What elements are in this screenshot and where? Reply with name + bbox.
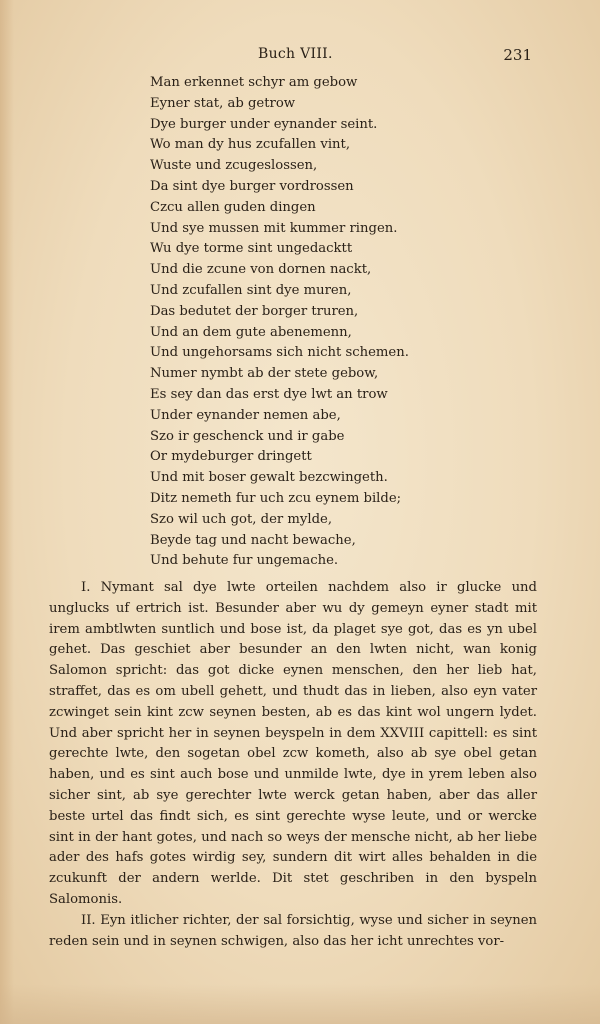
verse-line: Wu dye torme sint ungedacktt [150,241,353,257]
page-header [0,46,600,66]
verse-line: Wo man dy hus zcufallen vint, [150,137,351,153]
verse-line: Numer nymbt ab der stete gebow, [150,366,379,382]
verse-line: Und mit boser gewalt bezcwingeth. [150,470,388,486]
page-bottom-shadow [0,984,600,1024]
verse-line: Under eynander nemen abe, [150,407,341,423]
verse-line: Eyner stat, ab getrow [150,95,296,111]
verse-line: Und sye mussen mit kummer ringen. [150,220,398,236]
verse-line: Und behute fur ungemache. [150,553,339,569]
verse-line: Man erkennet schyr am gebow [150,75,358,90]
verse-line: Dye burger under eynander seint. [150,116,378,132]
verse-line: Es sey dan das erst dye lwt an trow [150,386,388,402]
paragraph-i: I. Nymant sal dye lwte orteilen nachdem also ir glucke und unglucks uf ertrich ist. Besunder aber wu dy gemeyn eyner stadt mit irem ambtlwten suntlich und bose ist, da plaget sye got, das es yn ubel gehet. Das geschiet aber besunder an den lwten nicht, wan konig Salomon spricht: das got dicke eynen menschen, den her lieb hat, straffet, das es om ubell gehett, und thudt das in lieben, also eyn vater zcwinget sein kint zcw seynen besten, ab es das kint wol ungern lydet. Und aber spricht her in seynen beyspeln in dem XXVIII capittell: es sint gerechte lwte, den sogetan obel zcw kometh, also ab sye obel getan haben, und es sint auch bose und unmilde lwte, dye in yrem leben also sicher sint, ab sye gerechter lwte werck getan haben, aber das aller beste urtel das findt sich, es sint gerechte wyse leute, und or wercke sint in der hant gotes, und nach so weys der mensche nicht, ab her liebe ader des hafs gotes wirdig sey, sundern dit wirt alles behalden in die zcukunft der andern werlde. Dit stet geschriben in den byspeln Salomonis. [49,580,537,907]
verse-line: Da sint dye burger vordrossen [150,178,354,194]
verse-line: Szo ir geschenck und ir gabe [150,428,345,444]
verse-line: Ditz nemeth fur uch zcu eynem bilde; [150,490,402,506]
paragraph-ii: II. Eyn itlicher richter, der sal forsichtig, wyse und sicher in seynen reden sein und in seynen schwigen, also das her icht unrechtes vor- [49,912,537,949]
page-edge-shadow [0,0,14,1024]
running-head: Buch VIII. [258,46,333,62]
verse-line: Wuste und zcugeslossen, [150,158,318,174]
verse-line: Beyde tag und nacht bewache, [150,532,356,548]
verse-line: Und an dem gute abenemenn, [150,324,352,340]
verse-line: Und ungehorsams sich nicht schemen. [150,345,409,361]
verse-line: Szo wil uch got, der mylde, [150,511,333,527]
page-number: 231 [503,46,532,64]
verse-line: Czcu allen guden dingen [150,199,316,215]
verse-line: Das bedutet der borger truren, [150,303,359,319]
verse-line: Und die zcune von dornen nackt, [150,262,372,278]
verse-line: Und zcufallen sint dye muren, [150,282,352,298]
prose-block [49,578,537,952]
verse-line: Or mydeburger dringett [150,449,312,465]
poem-block [150,73,550,572]
